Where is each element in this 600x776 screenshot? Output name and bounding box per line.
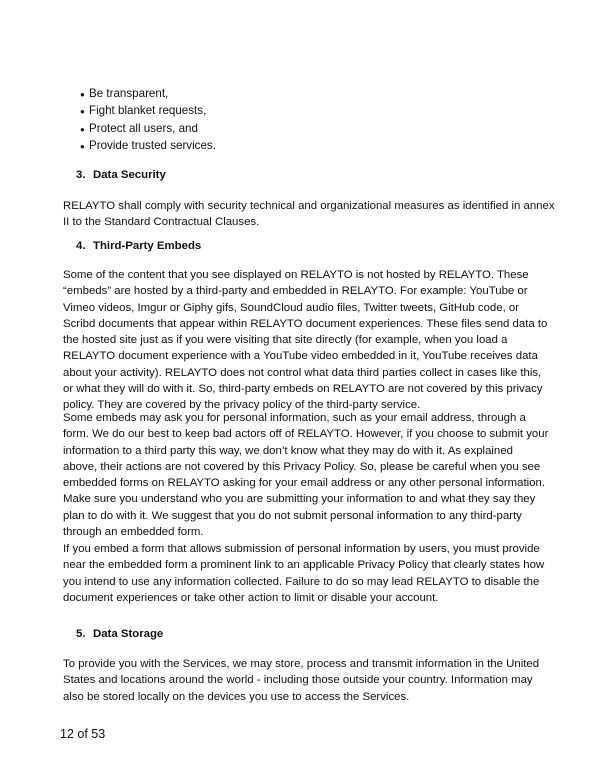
paragraph: RELAYTO shall comply with security technical and organizational measures as identified in annex II to the Standard Contractual Clauses. [63, 200, 555, 229]
section-heading-third-party-embeds: 4. Third-Party Embeds [76, 240, 202, 252]
paragraph: To provide you with the Services, we may store, process and transmit information in the United States and locations around the world - including those outside your country. Information may also be stored locally on the devices you use to access the Services. [63, 658, 540, 703]
page-number: 12 of 53 [60, 727, 106, 741]
bullet-item: ● Fight blanket requests, [80, 103, 216, 120]
bullet-item: ● Provide trusted services. [80, 138, 216, 155]
paragraph: Some of the content that you see displayed on RELAYTO is not hosted by RELAYTO. These “embeds” are hosted by a third-party and embedded in RELAYTO. For example: YouTube or Vimeo videos, Imgur or Giphy gifs, SoundCloud audio files, Twitter tweets, GitHub code, or Scribd documents that appear within RELAYTO document experiences. These files send data to the hosted site just as if you were visiting that site directly (for example, when you load a RELAYTO document experience with a YouTube video embedded in it, YouTube receives data about your activity). RELAYTO does not control what data third parties collect in cases like this, or what they will do with it. So, third-party embeds on RELAYTO are not covered by this privacy policy. They are covered by the privacy policy of the third-party service. [63, 269, 548, 412]
section-heading-data-storage: 5. Data Storage [76, 628, 164, 640]
paragraph: If you embed a form that allows submission of personal information by users, you must provide near the embedded form a prominent link to an applicable Privacy Policy that clearly states how you intend to use any information collected. Failure to do so may lead RELAYTO to disable the document experiences or take other action to limit or disable your account. [63, 543, 545, 604]
bullet-icon: ● [80, 107, 85, 117]
bullet-icon: ● [80, 90, 85, 99]
section-heading-data-security: 3. Data Security [76, 169, 166, 181]
paragraph: Some embeds may ask you for personal information, such as your email address, through a form. We do our best to keep bad actors off of RELAYTO. However, if you choose to submit your information to a third party this way, we don’t know what they may do with it. As explained above, their actions are not covered by this Privacy Policy. So, please be careful when you see embedded forms on RELAYTO asking for your email address or any other personal information. Make sure you understand who you are submitting your information to and what they say they plan to do with it. We suggest that you do not submit personal information to any third-party through an embedded form. [63, 412, 549, 539]
bullet-icon: ● [80, 124, 85, 134]
bullet-icon: ● [80, 141, 85, 151]
bullet-item: ● Protect all users, and [80, 121, 216, 138]
bullet-list [80, 86, 216, 155]
bullet-item: ● Be transparent, [80, 86, 216, 103]
